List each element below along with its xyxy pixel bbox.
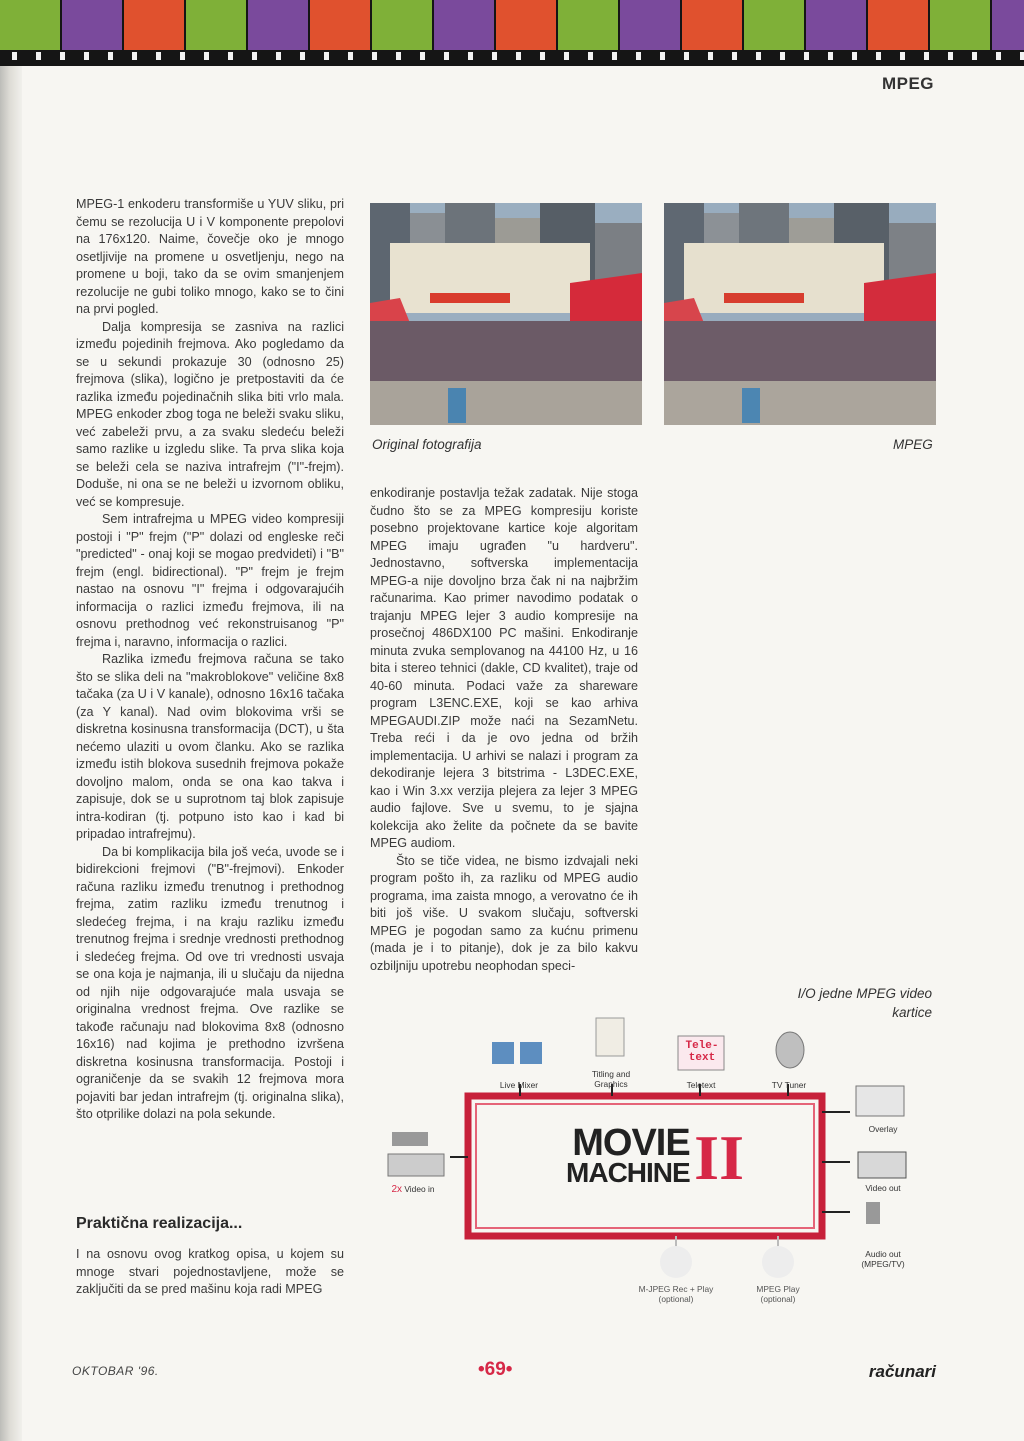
audio-out-label (848, 1249, 918, 1269)
movie-machine-logo (510, 1122, 800, 1193)
film-frame (434, 0, 494, 50)
diagram-caption: I/O jedne MPEG video kartice (797, 986, 932, 1020)
video-out-label: Video out (865, 1183, 901, 1193)
film-strip-banner (0, 0, 1024, 66)
mpeg-play-label-line: (optional) (760, 1294, 796, 1304)
titling-label-line: Titling and (591, 1069, 631, 1079)
film-frame (682, 0, 742, 50)
article-column-middle (370, 485, 638, 975)
mpeg-play-label (738, 1284, 818, 1304)
logo-line-2: MACHINE (566, 1157, 690, 1188)
overlay-label: Overlay (868, 1124, 898, 1134)
paragraph: MPEG-1 enkoderu transformiše u YUV sliku, pri čemu se rezolucija U i V komponente prepolovi na 176x120. Naime, čovečje oko je mnogo osetljivije na promene u osvetljenju, nego na promene u boji, tako da se ovim smanjenjem rezolucije ne gubi toliko mnogo, kako se to čini na prvi pogled. (76, 197, 344, 316)
film-perforations (0, 52, 1024, 60)
film-frame (372, 0, 432, 50)
live-mixer-label: Live Mixer (499, 1080, 539, 1090)
subheading: Praktična realizacija... (76, 1215, 243, 1232)
paragraph: I na osnovu ovog kratkog opisa, u kojem su mnoge stvari pojednostavljene, može se zaključiti da se pred mašinu koja radi MPEG (76, 1247, 344, 1296)
paragraph: Sem intrafrejma u MPEG video kompresiji postoji i "P" frejm ("P" dolazi od engleske reči "predicted" - onaj koji se mogao predvideti) i "B" frejm (engl. bidirectional). "P" frejm je frejm nastao na osnovu "I" frejma i odgovarajućih informacija o razlici između frejmova, ili na osnovu prethodnog već rekonstruisanog "P" frejma i, naravno, informacija o razlici. (76, 512, 344, 649)
film-frame (310, 0, 370, 50)
footer-issue-date: OKTOBAR '96. (72, 1364, 159, 1378)
film-frame (0, 0, 60, 50)
film-frame (124, 0, 184, 50)
io-diagram (380, 1012, 940, 1312)
film-frame (868, 0, 928, 50)
paragraph: Da bi komplikacija bila još veća, uvode se i bidirekcioni frejmovi ("B"-frejmovi). Enkoder računa razliku između trenutnog i prethodnog frejma, zatim razliku između trenutnog i sledećeg frejma, i na kraju razliku između trenutnog frejma i srednje vrednosti prethodnog i sledećeg frejma. Od ove tri vrednosti usvaja se ona koja je najmanja, ili u slučaju da nijedna od njih nije odgovarajuće mala usvaja se originalna vrednost frejma. Ove razlike se takođe računaju nad blokovima 8x8 (odnosno 16x16) nad kojima je prethodno izvršena diskretna kosinusna transformacija. Postoji i ograničenje da se svakih 12 frejmova mora pojaviti bar jedan intrafrejm (tj. originalna slika), što otprilike dolazi na pola sekunde. (76, 844, 344, 1121)
logo-numeral: II (694, 1122, 744, 1193)
paragraph: Dalja kompresija se zasniva na razlici između pojedinih frejmova. Ako pogledamo da se u sekundi prokazuje 30 (odnosno 25) frejmova (slika), logično je pretpostaviti da će razlika između pojedinačnih slika biti vrlo mala. MPEG enkoder zbog toga ne beleži svaku sliku, već zabeleži prvu, a za svaku sledeću beleži samo razlike u izgledu slike. Ta prva slika koja se beleži cela se naziva intrafrejm ("I"-frejm). Doduše, ni ona se ne beleži u izvornom obliku, već se kompresuje. (76, 319, 344, 509)
teletext-screen-line: Tele- (685, 1040, 719, 1052)
film-frame (186, 0, 246, 50)
tv-tuner-label: TV Tuner (771, 1080, 807, 1090)
titling-label-line: Graphics (594, 1079, 628, 1089)
page-number: •69• (478, 1359, 513, 1380)
film-frame (806, 0, 866, 50)
video-in-label (380, 1184, 446, 1195)
article-column-left (76, 196, 344, 1124)
mpeg-play-label-line: MPEG Play (756, 1284, 800, 1294)
paragraph: Razlika između frejmova računa se tako što se slika deli na "makroblokove" veličine 8x8 tačaka (za U i V kanale), odnosno 16x16 tačaka (za Y kanal). Nad ovim blokovima vrši se diskretna kosinusna transformacija (DCT), u šta nećemo ulaziti u ovom članku. Ako se razlika između istih blokova susednih frejmova pokaže dovoljno malom, onda se ona kao takva i zapisuje, dok se u suprotnom taj blok zapisuje intra-kodiran (tj. potpuno isto kao i kad bi pripadao intrafrejmu). (76, 652, 344, 841)
caption-original: Original fotografija (372, 437, 482, 452)
logo-line-1: MOVIE (572, 1122, 690, 1164)
caption-mpeg: MPEG (893, 437, 933, 452)
film-frame (992, 0, 1024, 50)
mjpeg-label (626, 1284, 726, 1304)
magazine-name: računari (868, 1362, 936, 1381)
film-frame (930, 0, 990, 50)
film-frame (744, 0, 804, 50)
film-frame (62, 0, 122, 50)
teletext-label: Teletext (686, 1080, 716, 1090)
film-frame (558, 0, 618, 50)
original-photo (370, 203, 642, 425)
audio-out-line: Audio out (865, 1249, 901, 1259)
mjpeg-label-line: (optional) (658, 1294, 694, 1304)
film-frame (620, 0, 680, 50)
video-in-text: Video in (404, 1184, 435, 1194)
teletext-screen (680, 1040, 724, 1064)
film-frame (496, 0, 556, 50)
paragraph: enkodiranje postavlja težak zadatak. Nije stoga čudno što se za MPEG kompresiju koriste posebno projektovane kartice koje algoritam MPEG imaju ugrađen "u hardveru". Jednostavno, softverska implementacija MPEG-a nije dovoljno brza čak ni na najbržim računarima. Kao primer navodimo podatak o trajanju MPEG lejer 3 audio kompresije na prosečnoj 486DX100 PC mašini. Enkodiranje minuta zvuka semplovanog na 44100 Hz, u 16 bita i stereo tehnici (dakle, CD kvalitet), traje od 40-60 minuta. Podaci važe za shareware program L3ENC.EXE, koji se kao arhiva MPEGAUDI.ZIP može naći na SezamNetu. Treba reći i da je ovo jedna od bržih implementacija. U arhivi se nalazi i program za dekodiranje lejera 3 bitstrima - L3DEC.EXE, kao i Win 3.xx verzija plejera za lejer 3 MPEG audio fajlove. Sve u svemu, to je sjajna kolekcija ako želite da počnete da se bavite MPEG audiom. (370, 486, 638, 850)
mjpeg-label-line: M-JPEG Rec + Play (638, 1284, 714, 1294)
section-title: MPEG (881, 74, 934, 93)
audio-out-line: (MPEG/TV) (861, 1259, 905, 1269)
teletext-screen-line: text (688, 1052, 716, 1064)
page-spine-shadow (0, 66, 22, 1441)
film-frame (248, 0, 308, 50)
titling-label (576, 1069, 646, 1089)
mpeg-compressed-photo (664, 203, 936, 425)
paragraph: Što se tiče videa, ne bismo izdvajali neki program pošto ih, za razliku od MPEG audio programa, ima zaista mnogo, a verovatno će ih biti još više. U svakom slučaju, softverski MPEG je pogodan samo za kućnu primenu (mada je i to pitanje), dok je za bilo kakvu ozbiljniju upotrebu neophodan speci- (370, 853, 638, 973)
video-in-count: 2x (391, 1184, 403, 1195)
article-column-left-bottom (76, 1246, 344, 1299)
